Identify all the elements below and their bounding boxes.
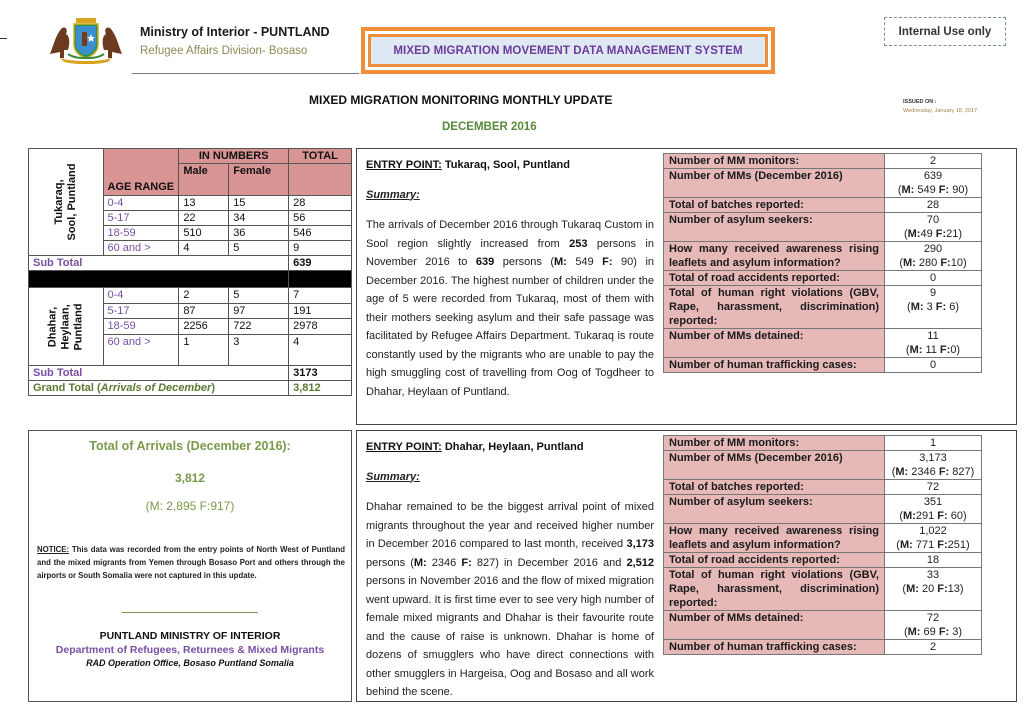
total-header: TOTAL [289,149,352,164]
location-line: Puntland [72,302,85,351]
female-count: 34 [229,211,289,226]
issued-label: ISSUED ON : [903,99,937,105]
age-range: 18-59 [103,319,179,335]
male-count: 4 [179,241,229,256]
male-count: 2 [179,288,229,304]
female-count: 5 [229,288,289,304]
stat-value: 639 (M: 549 F: 90) [885,169,982,198]
female-count: 3 [229,334,289,365]
stat-value: 0 [885,271,982,286]
stat-row [664,611,982,640]
age-range: 60 and > [103,334,179,365]
summary-body: Dhahar remained to be the biggest arrival point of mixed migrants throughout the year and received higher number in December 2016 compared to last month, received 3,173 persons (M: 2346 F: 827) in December 2016 and 2,512 persons in November 2016 and the flow of mixed migration went upward. It is first time ever to see very high number of female mixed migrants and Dhahar is their favourite route and the cause of raise is unknown. Dhahar is home of dozens of smugglers who have direct connections with other smugglers in Hargeisa, Oog and Bosaso and all work behind the scene. [366,501,654,698]
location-label [46,303,85,350]
notice-body: This data was recorded from the entry points of North West of Puntland and the mixed migrants from Yemen through Bosaso Port and others through the airports or South Somalia were not captured in this update. [37,545,345,580]
summary-body: The arrivals of December 2016 through Tukaraq Custom in Sool region slightly increased from 253 persons in November 2016 to 639 persons (M: 549 F: 90) in December 2016. The highest number of children under the age of 5 were recorded from Tukaraq, most of them with their mothers seeking asylum and their safe passage was facilitated by Refugee Affairs Department. Tukaraq is route constantly used by the migrants who are unable to pay the high smuggling cost of travelling from Oog of Togdheer to Dhahar, Heylaan of Puntland. [366,219,654,398]
stat-value: 3,173 (M: 2346 F: 827) [885,451,982,480]
male-count: 1 [179,334,229,365]
internal-use-badge: Internal Use only [884,17,1006,46]
female-count: 5 [229,241,289,256]
stat-gender-split: (M:291 F: 60) [899,510,967,522]
stat-value: 351 (M:291 F: 60) [885,495,982,524]
location-line: Dhahar, [46,306,59,347]
total-subheader [289,164,352,196]
grand-total-italic: Arrivals of December [100,382,212,394]
age-range: 0-4 [103,196,179,211]
location-label [53,164,79,241]
male-count: 13 [179,196,229,211]
age-range: 5-17 [103,303,179,319]
stat-gender-split: (M: 549 F: 90) [897,184,969,196]
stat-row [664,169,982,198]
stat-value: 2 [885,154,982,169]
female-count: 722 [229,319,289,335]
stat-question: Total of human right violations (GBV, Rape, harassment, discrimination) reported: [664,568,885,611]
female-header: Female [229,164,289,196]
signature-office: RAD Operation Office, Bosaso Puntland Somalia [86,658,294,668]
issued-date: Wednesday, January 18, 2017 [903,108,978,114]
location-line: Sool, Puntland [65,163,78,241]
stat-row [664,640,982,655]
summary-label: Summary: [366,470,420,483]
table-header-row [29,149,352,164]
location-cell-dhahar [29,288,104,366]
division-subtitle: Refugee Affairs Division- Bosaso [140,45,308,57]
notice-text [37,543,345,582]
location-line: Tukaraq, [52,179,65,225]
row-total: 9 [289,241,352,256]
row-total: 7 [289,288,352,304]
in-numbers-header: IN NUMBERS [179,149,289,164]
stat-question: Number of MM monitors: [664,154,885,169]
stat-gender-split: (M: 69 F: 3) [903,626,963,638]
stat-question: How many received awareness rising leaflets and asylum information? [664,524,885,553]
row-total: 56 [289,211,352,226]
stat-value: 70 (M:49 F:21) [885,213,982,242]
emphasis-number: F: [602,256,613,268]
entry-point-label: ENTRY POINT: [366,441,442,453]
stat-question: Number of MMs (December 2016) [664,169,885,198]
stats-table [663,153,982,373]
entry-panel-tukaraq [356,148,1017,425]
male-header: Male [179,164,229,196]
stat-row [664,286,982,329]
grand-total-label [29,381,289,396]
stat-value: 1 [885,436,982,451]
age-range: 60 and > [103,241,179,256]
stat-question: Number of MMs detained: [664,611,885,640]
age-range-header: AGE RANGE [103,149,179,196]
table-row [29,288,352,304]
coat-of-arms-icon [46,14,126,64]
stat-row [664,154,982,169]
entry-point-heading [366,438,654,457]
subtotal-row [29,256,352,271]
stray-dash-mark [0,38,7,39]
stat-value: 0 [885,358,982,373]
stats-table [663,435,982,655]
row-total: 2978 [289,319,352,335]
subtotal-row [29,366,352,381]
stat-row [664,329,982,358]
stat-value: 9 (M: 3 F: 6) [885,286,982,329]
grand-total-suffix: ) [211,382,215,394]
stat-value: 72 (M: 69 F: 3) [885,611,982,640]
stat-question: Number of human trafficking cases: [664,358,885,373]
stat-gender-split: (M: 771 F:251) [896,539,970,551]
subtotal-value: 639 [289,256,352,271]
total-arrivals-value: 3,812 [174,471,206,485]
age-range: 0-4 [103,288,179,304]
stat-question: Number of MMs (December 2016) [664,451,885,480]
stat-gender-split: (M:49 F:21) [903,228,963,240]
stat-question: Number of asylum seekers: [664,213,885,242]
row-total: 546 [289,226,352,241]
entry-summary-column [366,438,654,702]
ministry-title: Ministry of Interior - PUNTLAND [140,25,330,39]
total-arrivals-split: (M: 2,895 F:917) [145,499,235,513]
entry-summary-column [366,156,654,401]
stat-question: Total of road accidents reported: [664,553,885,568]
stat-gender-split: (M: 280 F:10) [899,257,967,269]
header-divider [132,73,359,74]
stat-row [664,271,982,286]
stat-question: Total of road accidents reported: [664,271,885,286]
stat-row [664,242,982,271]
entry-point-heading [366,156,654,175]
emphasis-number: 3,173 [626,538,654,550]
stat-question: Number of MM monitors: [664,436,885,451]
female-count: 36 [229,226,289,241]
separator-bar [29,271,289,288]
emphasis-number: M: [554,256,567,268]
stat-question: Number of human trafficking cases: [664,640,885,655]
total-arrivals-title: Total of Arrivals (December 2016): [89,439,291,453]
stat-gender-split: (M: 20 F:13) [902,583,964,595]
stat-row [664,198,982,213]
notice-label: NOTICE: [37,545,70,554]
female-count: 15 [229,196,289,211]
total-arrivals-box [28,430,352,702]
location-line: Heylaan, [59,303,72,350]
male-count: 22 [179,211,229,226]
grand-total-prefix: Grand Total ( [33,382,101,394]
entry-point-label: ENTRY POINT: [366,159,442,171]
male-count: 510 [179,226,229,241]
separator-bar [289,271,352,288]
signature-line [122,612,258,613]
stat-value: 33 (M: 20 F:13) [885,568,982,611]
emphasis-number: M: [413,556,427,569]
stat-question: Total of human right violations (GBV, Rape, harassment, discrimination) reported: [664,286,885,329]
stat-row [664,436,982,451]
stat-question: Total of batches reported: [664,198,885,213]
stat-gender-split: (M: 2346 F: 827) [891,466,975,478]
stat-row [664,524,982,553]
location-cell-tukaraq [29,149,104,256]
female-count: 97 [229,303,289,319]
report-month: DECEMBER 2016 [442,121,537,133]
signature-org: PUNTLAND MINISTRY OF INTERIOR [99,630,281,642]
emphasis-number: F: [461,556,472,569]
subtotal-label: Sub Total [29,256,289,271]
separator-row [29,271,352,288]
signature-department: Department of Refugees, Returnees & Mixed Migrants [55,644,325,656]
entry-panel-dhahar [356,430,1017,702]
stat-value: 290 (M: 280 F:10) [885,242,982,271]
emphasis-number: 253 [569,237,588,250]
age-range: 18-59 [103,226,179,241]
emphasis-number: 639 [475,256,495,268]
stat-gender-split: (M: 3 F: 6) [907,301,959,313]
stat-row [664,495,982,524]
stat-value: 72 [885,480,982,495]
stat-row [664,568,982,611]
system-title: MIXED MIGRATION MOVEMENT DATA MANAGEMENT SYSTEM [393,44,743,57]
stat-row [664,358,982,373]
grand-total-row [29,381,352,396]
entry-point-location: Dhahar, Heylaan, Puntland [441,441,584,453]
stat-row [664,451,982,480]
age-breakdown-table [28,148,352,396]
stat-question: Total of batches reported: [664,480,885,495]
grand-total-value: 3,812 [289,381,352,396]
subtotal-label: Sub Total [29,366,289,381]
emphasis-number: 2,512 [626,556,654,569]
male-count: 2256 [179,319,229,335]
report-title: MIXED MIGRATION MONITORING MONTHLY UPDATE [309,93,613,107]
row-total: 28 [289,196,352,211]
stat-row [664,213,982,242]
stat-value: 2 [885,640,982,655]
summary-label: Summary: [366,188,420,201]
stat-value: 28 [885,198,982,213]
stat-row [664,480,982,495]
stat-value: 11 (M: 11 F:0) [885,329,982,358]
row-total: 4 [289,334,352,365]
system-title-banner [361,27,775,74]
row-total: 191 [289,303,352,319]
age-range: 5-17 [103,211,179,226]
stat-question: How many received awareness rising leaflets and asylum information? [664,242,885,271]
subtotal-value: 3173 [289,366,352,381]
stat-value: 1,022 (M: 771 F:251) [885,524,982,553]
system-title-banner-inner [368,34,768,67]
stat-question: Number of MMs detained: [664,329,885,358]
stat-row [664,553,982,568]
stat-gender-split: (M: 11 F:0) [905,344,961,356]
stat-question: Number of asylum seekers: [664,495,885,524]
male-count: 87 [179,303,229,319]
entry-point-location: Tukaraq, Sool, Puntland [441,159,570,171]
stat-value: 18 [885,553,982,568]
